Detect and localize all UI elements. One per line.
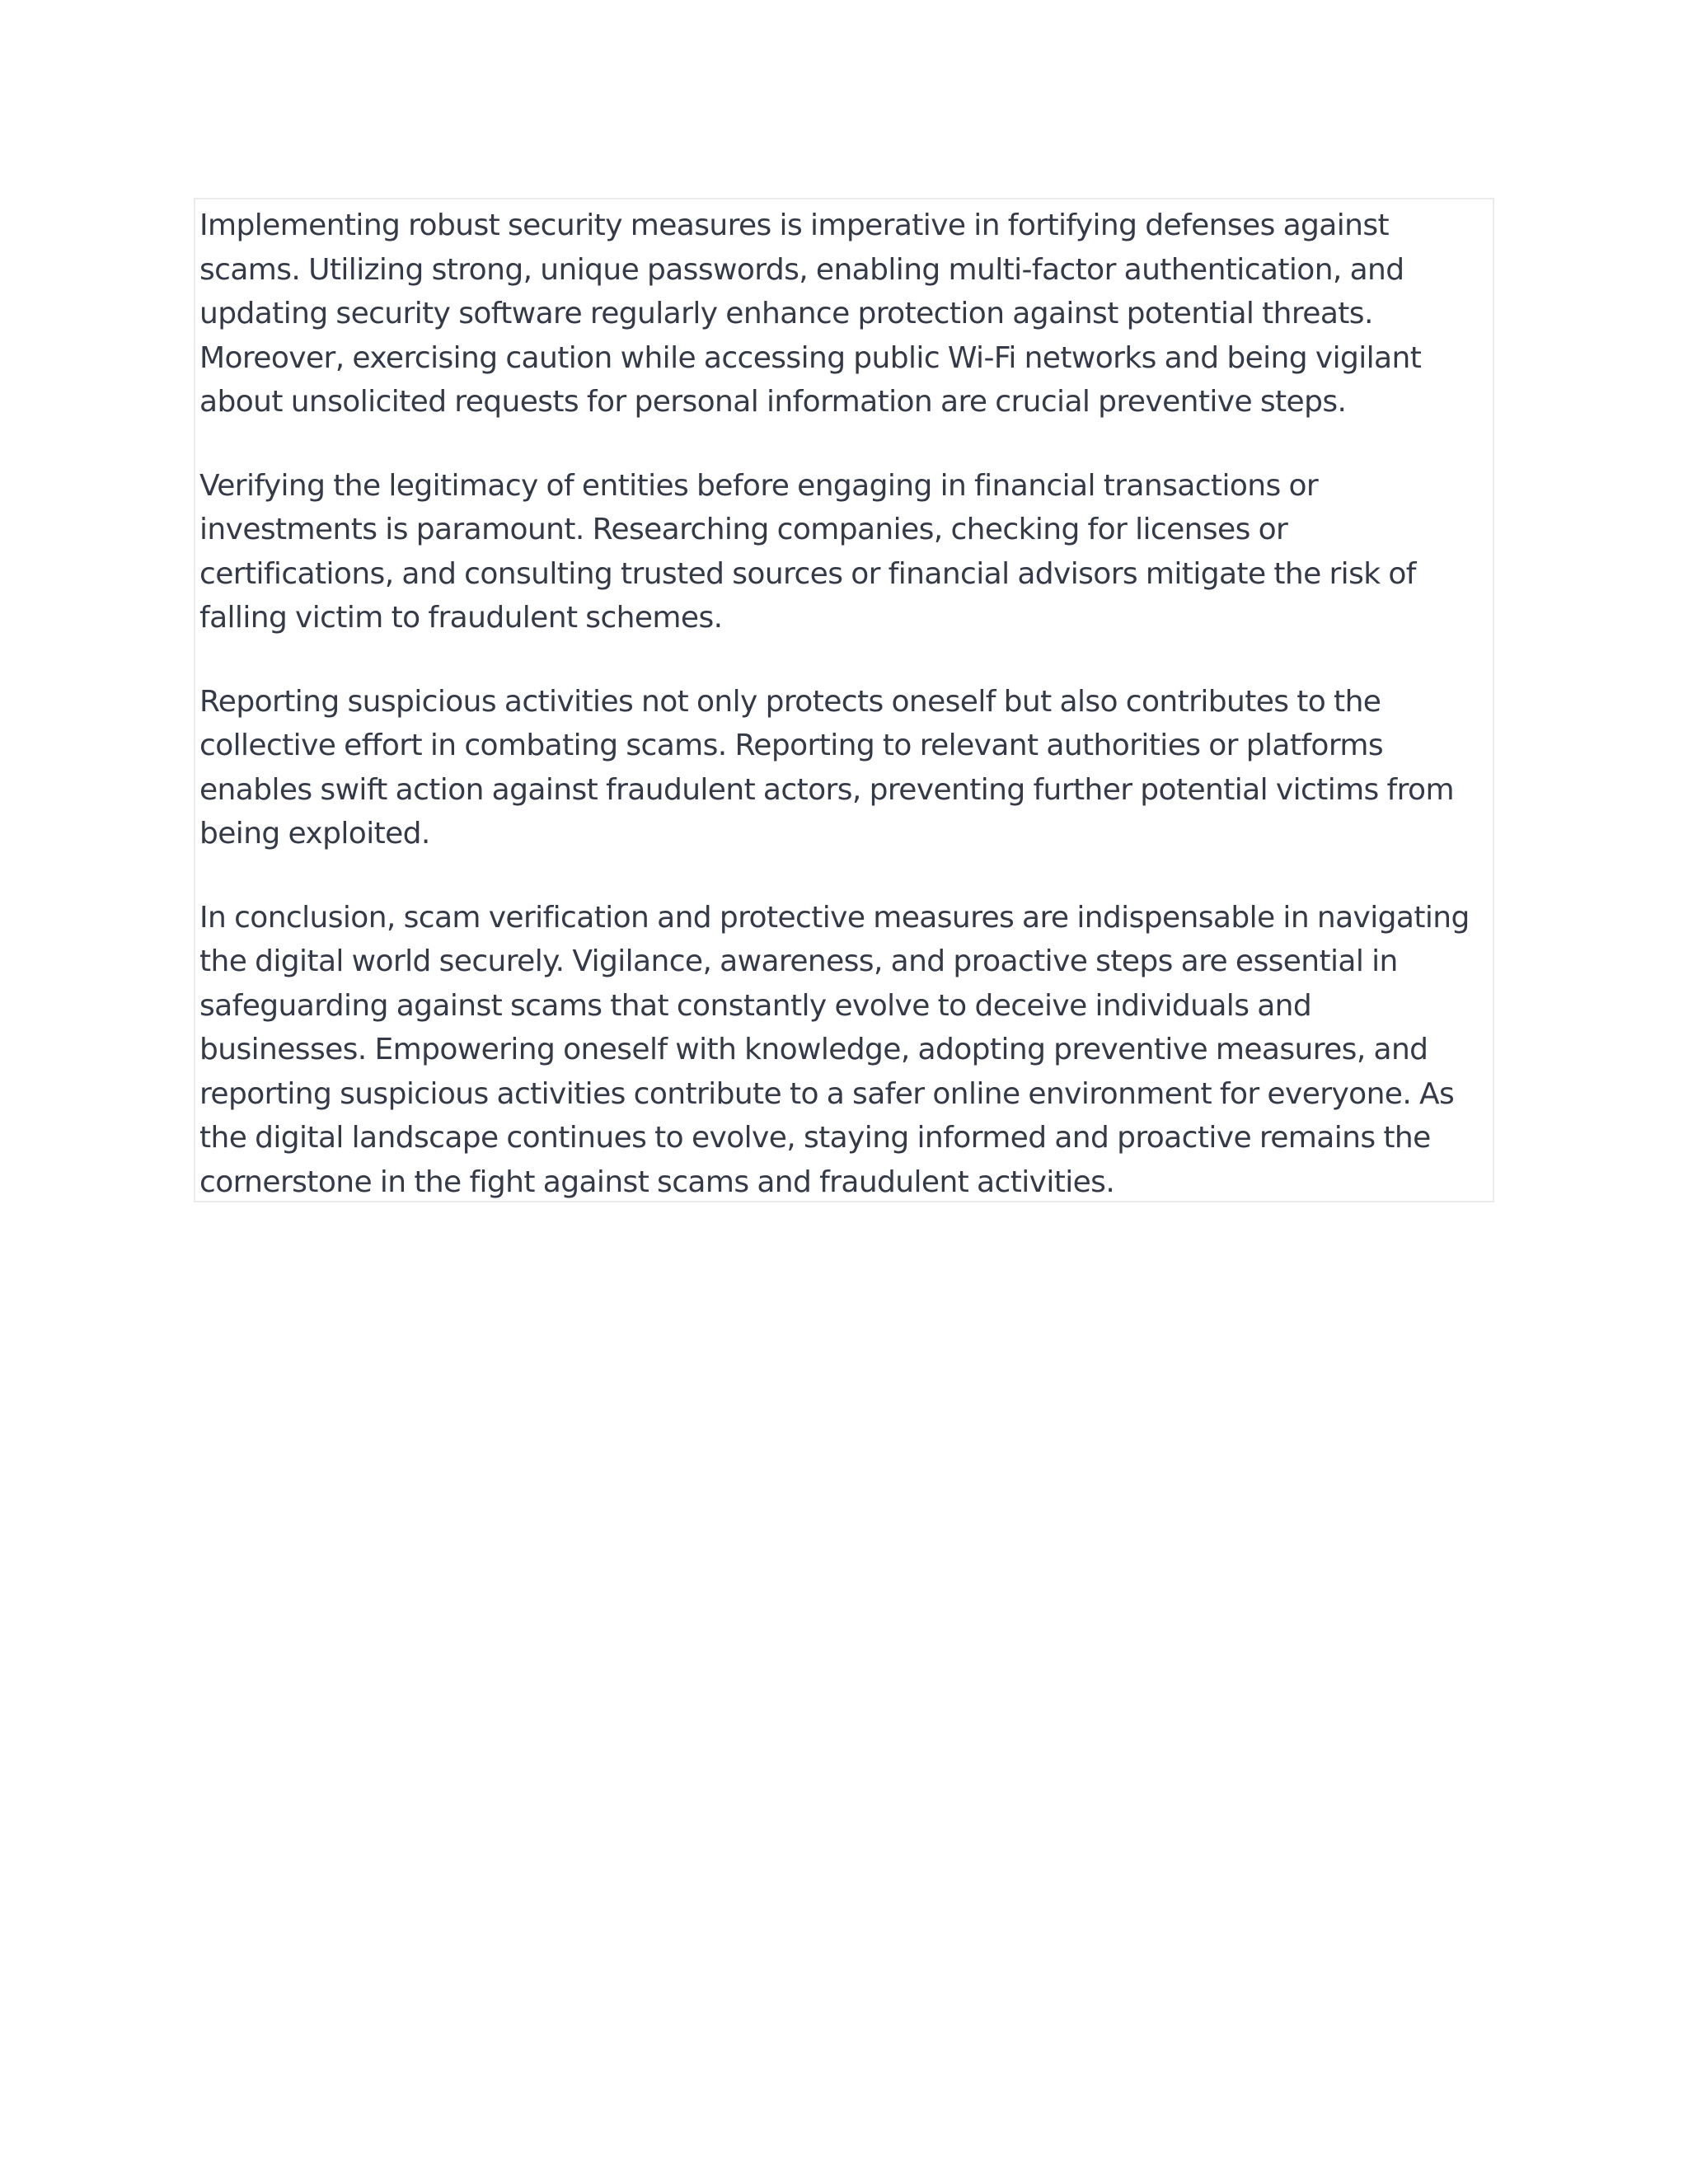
text-line: the digital landscape continues to evolve, staying informed and proactive remains the <box>199 1121 1431 1155</box>
text-line: scams. Utilizing strong, unique passwords, enabling multi-factor authentication, and <box>199 252 1404 287</box>
text-line: investments is paramount. Researching companies, checking for licenses or <box>199 513 1288 546</box>
paragraph-security-measures <box>199 204 1493 424</box>
text-line: collective effort in combating scams. Reporting to relevant authorities or platforms <box>199 729 1384 762</box>
text-line: Verifying the legitimacy of entities before engaging in financial transactions or <box>199 468 1319 503</box>
text-line: Reporting suspicious activities not only protects oneself but also contributes to the <box>199 684 1381 719</box>
text-line: safeguarding against scams that constantly evolve to deceive individuals and <box>199 988 1312 1023</box>
text-line: cornerstone in the fight against scams and fraudulent activities. <box>199 1165 1115 1199</box>
text-line: enables swift action against fraudulent actors, preventing further potential victims from <box>199 772 1454 807</box>
text-line: businesses. Empowering oneself with knowledge, adopting preventive measures, and <box>199 1033 1428 1066</box>
text-line: falling victim to fraudulent schemes. <box>199 601 723 635</box>
text-line: Implementing robust security measures is imperative in fortifying defenses against <box>199 209 1390 242</box>
text-line: updating security software regularly enhance protection against potential threats. <box>199 297 1373 330</box>
text-line: reporting suspicious activities contribute to a safer online environment for everyone. As <box>199 1076 1455 1111</box>
paragraph-conclusion <box>199 896 1493 1205</box>
paragraph-reporting-activities <box>199 680 1493 856</box>
text-line: Moreover, exercising caution while accessing public Wi-Fi networks and being vigilant <box>199 340 1422 375</box>
text-line: the digital world securely. Vigilance, awareness, and proactive steps are essential in <box>199 944 1398 978</box>
paragraph-verifying-legitimacy <box>199 464 1493 640</box>
text-block <box>194 198 1494 1202</box>
text-line: In conclusion, scam verification and protective measures are indispensable in navigating <box>199 900 1470 935</box>
text-line: about unsolicited requests for personal information are crucial preventive steps. <box>199 385 1347 419</box>
text-line: being exploited. <box>199 817 430 851</box>
text-line: certifications, and consulting trusted sources or financial advisors mitigate the risk of <box>199 556 1416 591</box>
